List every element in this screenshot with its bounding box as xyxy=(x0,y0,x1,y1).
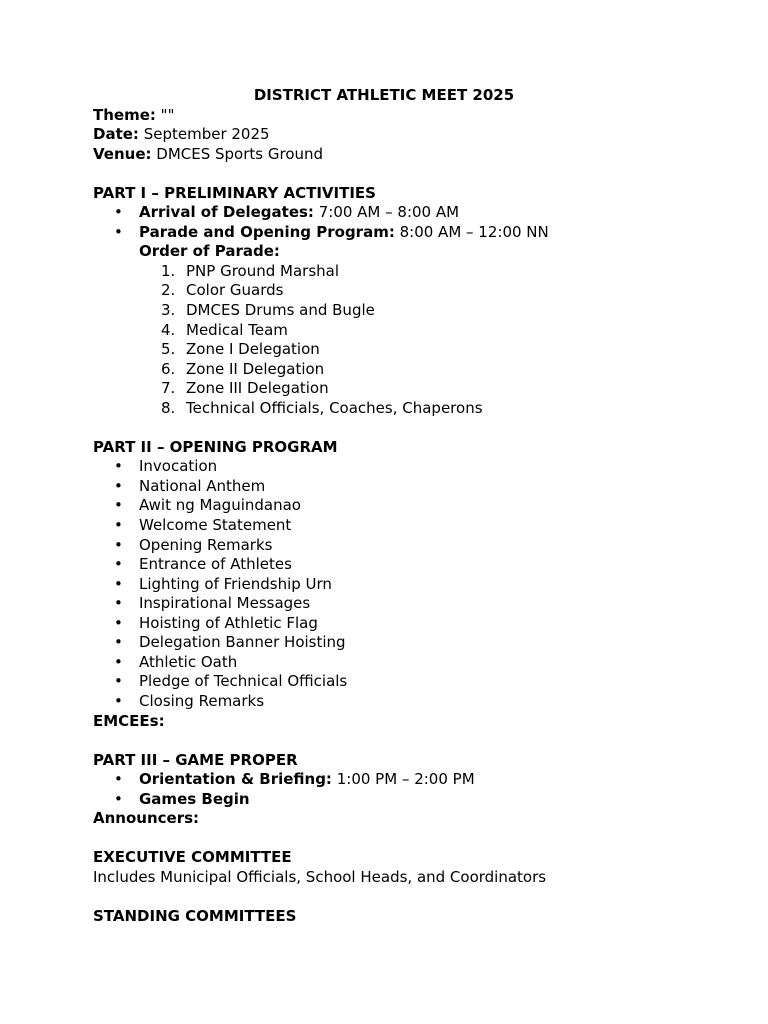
list-item xyxy=(93,223,675,243)
list-item xyxy=(93,203,675,223)
numbered-item xyxy=(93,340,675,360)
item-number: 8. xyxy=(161,398,176,417)
standing-committees-heading: STANDING COMMITTEES xyxy=(93,906,297,925)
item-text: Pledge of Technical Officials xyxy=(139,672,348,691)
item-number: 5. xyxy=(161,340,176,359)
bullet-icon: • xyxy=(114,476,123,495)
spacer xyxy=(93,731,675,751)
numbered-item xyxy=(93,301,675,321)
spacer xyxy=(93,164,675,184)
theme-line xyxy=(93,106,675,126)
bullet-icon: • xyxy=(114,613,123,632)
executive-committee-text: Includes Municipal Officials, School Heads, and Coordinators xyxy=(93,867,547,886)
bullet-icon: • xyxy=(114,789,123,808)
numbered-item xyxy=(93,360,675,380)
numbered-item xyxy=(93,399,675,419)
item-text: PNP Ground Marshal xyxy=(186,261,340,280)
numbered-item xyxy=(93,321,675,341)
bullet-icon: • xyxy=(114,770,123,789)
part1-heading: PART I – PRELIMINARY ACTIVITIES xyxy=(93,183,376,202)
date-label: Date: xyxy=(93,125,139,144)
list-item xyxy=(93,516,675,536)
item-number: 7. xyxy=(161,379,176,398)
item-text: Invocation xyxy=(139,457,218,476)
executive-committee-heading: EXECUTIVE COMMITTEE xyxy=(93,848,292,867)
spacer xyxy=(93,418,675,438)
item-text: Inspirational Messages xyxy=(139,594,311,613)
item-number: 6. xyxy=(161,359,176,378)
part2-heading: PART II – OPENING PROGRAM xyxy=(93,437,338,456)
item-label: Parade and Opening Program: xyxy=(139,222,395,241)
list-item xyxy=(93,770,675,790)
order-of-parade-heading: Order of Parade: xyxy=(139,242,280,261)
bullet-icon: • xyxy=(114,672,123,691)
item-value: 7:00 AM – 8:00 AM xyxy=(318,203,460,222)
list-item xyxy=(93,575,675,595)
list-item xyxy=(93,594,675,614)
item-text: Medical Team xyxy=(186,320,288,339)
item-number: 2. xyxy=(161,281,176,300)
date-line xyxy=(93,125,675,145)
numbered-item xyxy=(93,379,675,399)
date-value: September 2025 xyxy=(143,125,270,144)
item-text: Zone I Delegation xyxy=(186,340,320,359)
item-label: Games Begin xyxy=(139,789,250,808)
numbered-item xyxy=(93,281,675,301)
item-text: Technical Officials, Coaches, Chaperons xyxy=(186,398,483,417)
item-text: Athletic Oath xyxy=(139,652,238,671)
bullet-icon: • xyxy=(114,633,123,652)
list-item xyxy=(93,496,675,516)
announcers-label: Announcers: xyxy=(93,809,200,828)
item-text: Welcome Statement xyxy=(139,516,292,535)
bullet-icon: • xyxy=(114,535,123,554)
list-item xyxy=(93,457,675,477)
item-text: Opening Remarks xyxy=(139,535,273,554)
item-number: 4. xyxy=(161,320,176,339)
theme-label: Theme: xyxy=(93,105,156,124)
item-number: 1. xyxy=(161,261,176,280)
list-item xyxy=(93,790,675,810)
bullet-icon: • xyxy=(114,516,123,535)
emcees-label: EMCEEs: xyxy=(93,711,165,730)
bullet-icon: • xyxy=(114,222,123,241)
list-item xyxy=(93,536,675,556)
list-item xyxy=(93,555,675,575)
item-label: Orientation & Briefing: xyxy=(139,770,332,789)
bullet-icon: • xyxy=(114,574,123,593)
document-title: DISTRICT ATHLETIC MEET 2025 xyxy=(253,86,515,104)
numbered-item xyxy=(93,262,675,282)
spacer xyxy=(93,887,675,907)
venue-label: Venue: xyxy=(93,144,152,163)
list-item xyxy=(93,477,675,497)
bullet-icon: • xyxy=(114,594,123,613)
item-text: National Anthem xyxy=(139,476,266,495)
item-label: Arrival of Delegates: xyxy=(139,203,314,222)
item-text: DMCES Drums and Bugle xyxy=(186,301,375,320)
bullet-icon: • xyxy=(114,691,123,710)
item-text: Hoisting of Athletic Flag xyxy=(139,613,318,632)
venue-value: DMCES Sports Ground xyxy=(156,144,324,163)
list-item xyxy=(93,672,675,692)
item-number: 3. xyxy=(161,301,176,320)
list-item xyxy=(93,614,675,634)
item-text: Entrance of Athletes xyxy=(139,555,292,574)
spacer xyxy=(93,829,675,849)
list-item xyxy=(93,633,675,653)
item-text: Zone III Delegation xyxy=(186,379,329,398)
item-value: 1:00 PM – 2:00 PM xyxy=(336,770,475,789)
theme-value: "" xyxy=(160,105,175,124)
list-item xyxy=(93,692,675,712)
item-value: 8:00 AM – 12:00 NN xyxy=(399,222,549,241)
bullet-icon: • xyxy=(114,555,123,574)
item-text: Lighting of Friendship Urn xyxy=(139,574,332,593)
item-text: Awit ng Maguindanao xyxy=(139,496,301,515)
item-text: Closing Remarks xyxy=(139,691,265,710)
item-text: Zone II Delegation xyxy=(186,359,325,378)
bullet-icon: • xyxy=(114,457,123,476)
item-text: Delegation Banner Hoisting xyxy=(139,633,346,652)
bullet-icon: • xyxy=(114,652,123,671)
venue-line xyxy=(93,145,675,165)
bullet-icon: • xyxy=(114,203,123,222)
item-text: Color Guards xyxy=(186,281,284,300)
part3-heading: PART III – GAME PROPER xyxy=(93,750,298,769)
bullet-icon: • xyxy=(114,496,123,515)
list-item xyxy=(93,653,675,673)
